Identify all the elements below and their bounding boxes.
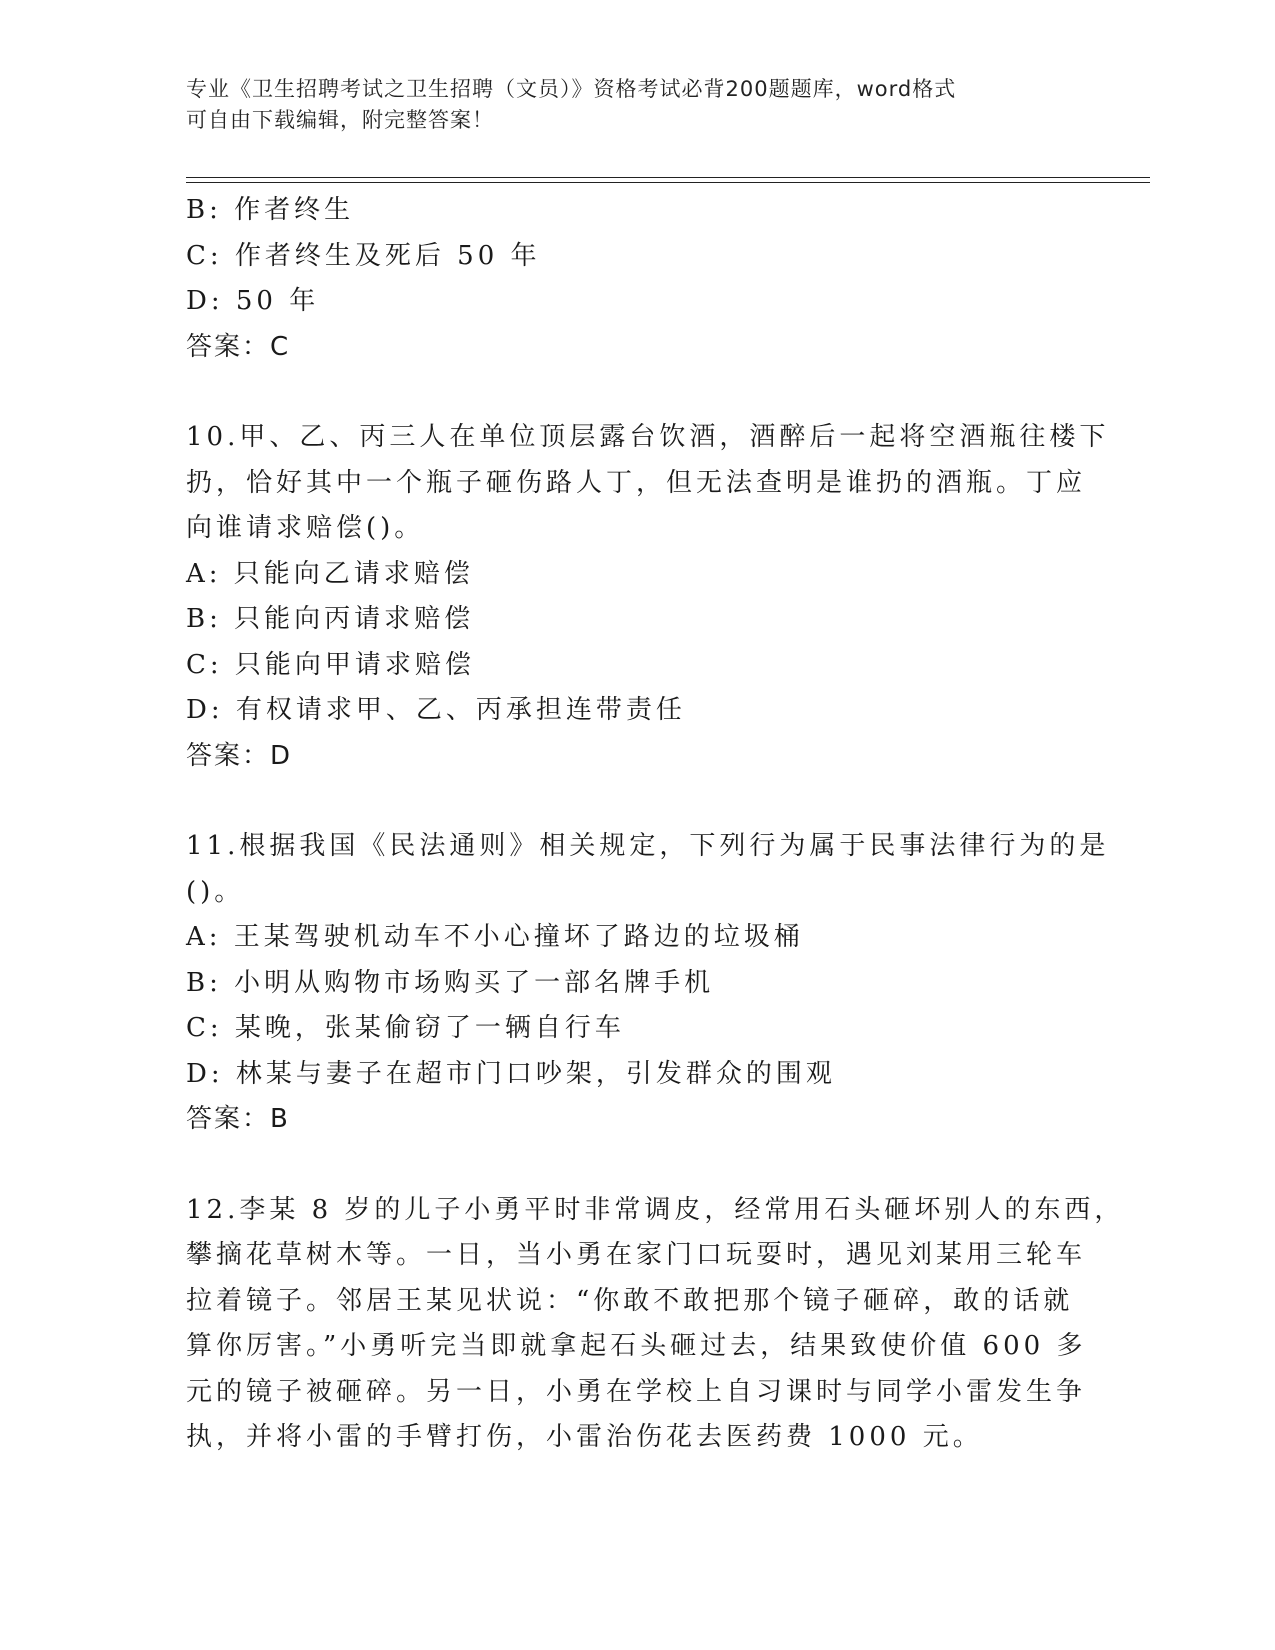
- question-stem-line: 10.甲、乙、丙三人在单位顶层露台饮酒，酒醉后一起将空酒瓶往楼下: [186, 422, 1110, 452]
- header-rule-top: [186, 177, 1150, 178]
- question-stem-line: 算你厉害。”小勇听完当即就拿起石头砸过去，结果致使价值 600 多: [186, 1331, 1087, 1361]
- header-title-line-2: 可自由下载编辑，附完整答案！: [186, 108, 494, 132]
- document-body: [186, 188, 1125, 1461]
- option-a: A: 王某驾驶机动车不小心撞坏了路边的垃圾桶: [186, 922, 804, 952]
- option-b: B: 小明从购物市场购买了一部名牌手机: [186, 967, 715, 998]
- document-header: [186, 74, 1066, 136]
- option-d: D: 有权请求甲、乙、丙承担连带责任: [186, 695, 686, 725]
- question-stem-line: 向谁请求赔偿()。: [186, 513, 425, 543]
- question-11: [186, 824, 1110, 1143]
- question-stem-line: 执，并将小雷的手臂打伤，小雷治伤花去医药费 1000 元。: [186, 1422, 983, 1452]
- option-c: C: 某晚，张某偷窃了一辆自行车: [186, 1013, 625, 1043]
- option-a: A: 只能向乙请求赔偿: [186, 558, 474, 589]
- answer-line: 答案：D: [186, 740, 293, 771]
- option-b: B: 作者终生: [186, 195, 355, 225]
- question-stem-line: 11.根据我国《民法通则》相关规定，下列行为属于民事法律行为的是: [186, 831, 1110, 861]
- option-d: D: 林某与妻子在超市门口吵架，引发群众的围观: [186, 1058, 836, 1089]
- question-stem-line: ()。: [186, 876, 245, 907]
- question-stem-line: 扔，恰好其中一个瓶子砸伤路人丁，但无法查明是谁扔的酒瓶。丁应: [186, 467, 1087, 498]
- option-c: C: 只能向甲请求赔偿: [186, 649, 475, 680]
- spacer: [186, 779, 1086, 824]
- answer-line: 答案：B: [186, 1104, 290, 1134]
- option-b: B: 只能向丙请求赔偿: [186, 604, 475, 634]
- question-stem-line: 元的镜子被砸碎。另一日，小勇在学校上自习课时与同学小雷发生争: [186, 1376, 1087, 1407]
- answer-line: 答案：C: [186, 331, 291, 362]
- question-9-tail: [186, 188, 1086, 370]
- spacer: [186, 1143, 1086, 1188]
- spacer: [186, 370, 1086, 415]
- question-stem-line: 拉着镜子。邻居王某见状说：“你敢不敢把那个镜子砸碎，敢的话就: [186, 1285, 1074, 1316]
- header-rule-bottom: [186, 182, 1150, 183]
- header-title-line-1: 专业《卫生招聘考试之卫生招聘（文员）》资格考试必背200题题库，word格式: [186, 77, 957, 101]
- option-c: C: 作者终生及死后 50 年: [186, 240, 541, 271]
- option-d: D: 50 年: [186, 286, 320, 316]
- question-stem-line: 12.李某 8 岁的儿子小勇平时非常调皮，经常用石头砸坏别人的东西，: [186, 1194, 1125, 1225]
- question-12: [186, 1188, 1125, 1461]
- question-stem-line: 攀摘花草树木等。一日，当小勇在家门口玩耍时，遇见刘某用三轮车: [186, 1240, 1087, 1270]
- question-10: [186, 415, 1110, 779]
